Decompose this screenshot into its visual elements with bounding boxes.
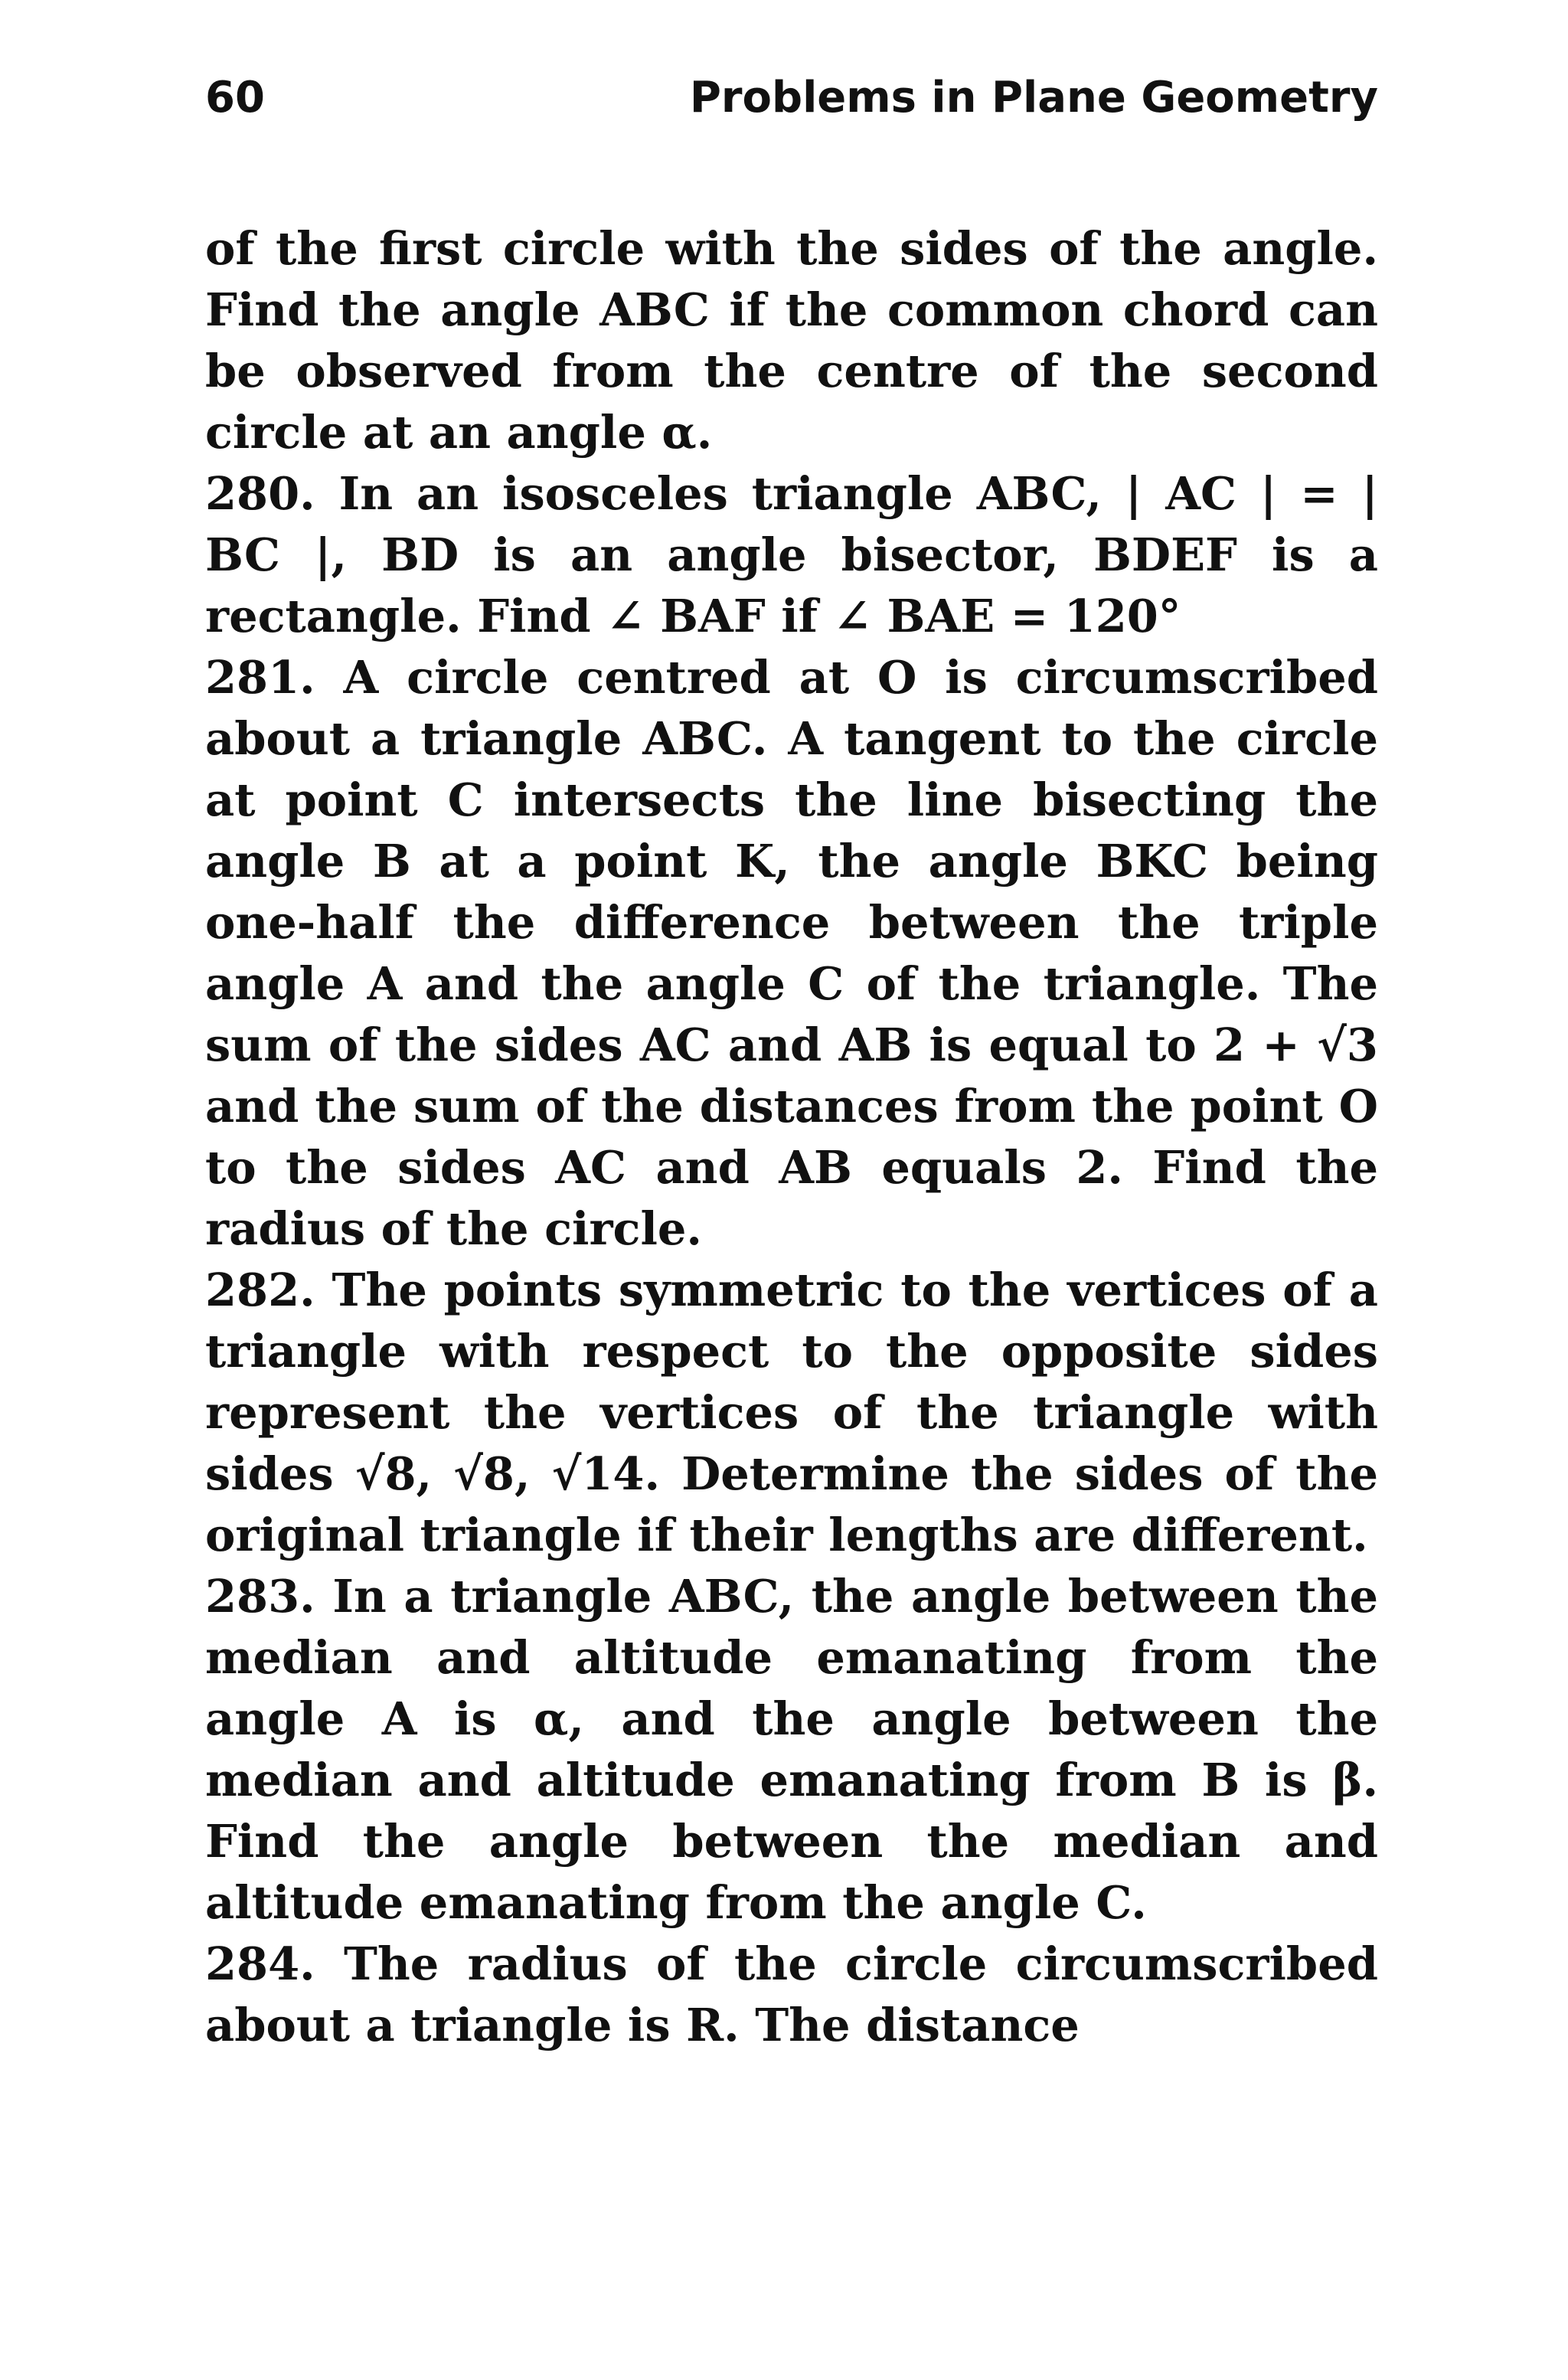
problem-number: 284. <box>205 1937 315 1990</box>
problem-number: 282. <box>205 1264 315 1316</box>
problem-number: 281. <box>205 651 315 704</box>
problem-text: The radius of the circle circumscribed about a triangle is R. The distance <box>205 1937 1378 2051</box>
problem-text: In an isosceles triangle ABC, | AC | = | BC |, BD is an angle bisector, BDEF is a rectangle. Find ∠ BAF if ∠ BAE = 120° <box>205 467 1378 642</box>
page-number: 60 <box>205 73 265 123</box>
problem-282 <box>205 1260 1378 1566</box>
running-head <box>205 73 1378 165</box>
problem-text: In a triangle ABC, the angle between the median and altitude emanating from the angle A is α, and the angle between the median and altitude emanating from B is β. Find the angle between the median and altitude emanating from the angle C. <box>205 1570 1379 1929</box>
problem-text: A circle centred at O is circumscribed about a triangle ABC. A tangent to the circle at point C intersects the line bisecting the angle B at a point K, the angle BKC being one-half the difference between the triple angle A and the angle C of the triangle. The sum of the sides AC and AB is equal to 2 + √3 and the sum of the distances from the point O to the sides AC and AB equals 2. Find the radius of the circle. <box>205 651 1378 1255</box>
problem-280 <box>205 463 1378 647</box>
paragraph-text: of the first circle with the sides of the angle. Find the angle ABC if the common chord can be observed from the centre of the second circle at an angle α. <box>205 222 1378 459</box>
running-title: Problems in Plane Geometry <box>689 73 1378 123</box>
paragraph-continuation <box>205 218 1378 463</box>
problem-number: 280. <box>205 467 315 520</box>
problem-number: 283. <box>205 1570 315 1623</box>
problem-281 <box>205 647 1378 1260</box>
body-text <box>205 218 1378 2056</box>
problem-283 <box>205 1566 1378 1934</box>
problem-text: The points symmetric to the vertices of a triangle with respect to the opposite sides represent the vertices of the triangle with sides √8, √8, √14. Determine the sides of the original triangle if their lengths are different. <box>205 1264 1378 1561</box>
book-page <box>205 73 1378 2324</box>
problem-284 <box>205 1934 1378 2056</box>
